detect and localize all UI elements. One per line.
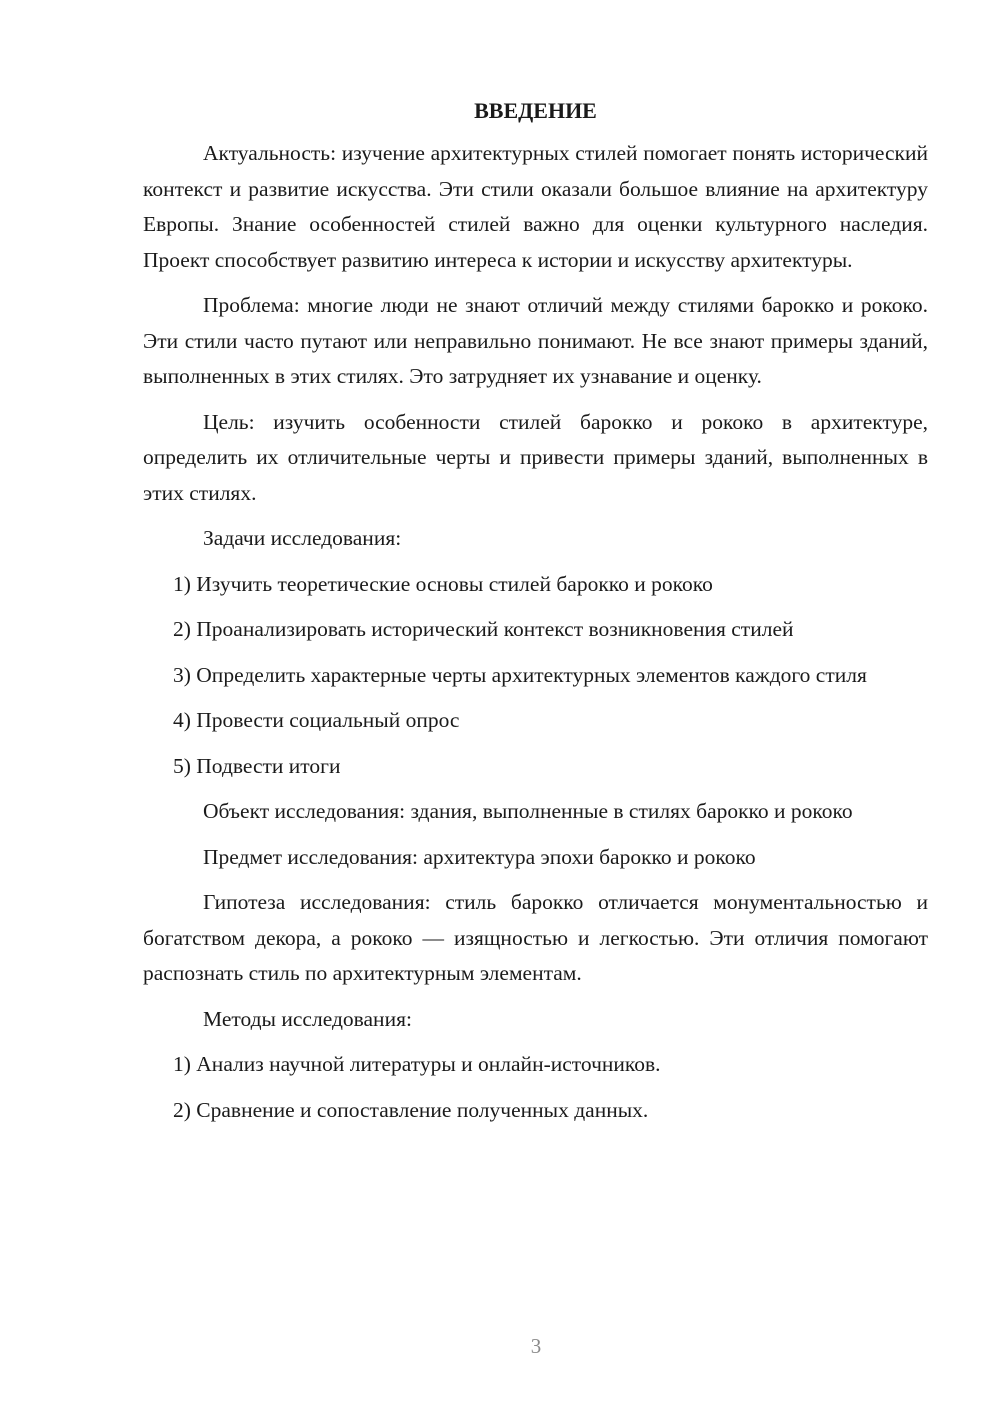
methods-title: Методы исследования:: [203, 1006, 412, 1031]
list-item: 1) Изучить теоретические основы стилей барокко и рококо: [173, 571, 713, 596]
section-heading: ВВЕДЕНИЕ: [474, 98, 597, 123]
subject-paragraph: Предмет исследования: архитектура эпохи барокко и рококо: [203, 844, 756, 869]
object-paragraph: Объект исследования: здания, выполненные в стилях барокко и рококо: [203, 799, 853, 823]
goal-paragraph: Цель: изучить особенности стилей барокко и рококо в архитектуре, определить их отличительные черты и привести примеры зданий, выполненных в этих стилях.: [143, 409, 928, 505]
tasks-title: Задачи исследования:: [203, 526, 402, 550]
list-item: 2) Сравнение и сопоставление полученных данных.: [173, 1097, 649, 1122]
methods-list: [143, 1047, 928, 1128]
tasks-list: [143, 567, 928, 785]
list-item: 5) Подвести итоги: [173, 753, 341, 778]
hypothesis-paragraph: Гипотеза исследования: стиль барокко отличается монументальностью и богатством декора, а рококо — изящностью и легкостью. Эти отличия помогают распознать стиль по архитектурным элементам.: [143, 890, 928, 985]
relevance-paragraph: Актуальность: изучение архитектурных стилей помогает понять исторический контекст и развитие искусства. Эти стили оказали большое влияние на архитектуру Европы. Знание особенностей стилей важно для оценки культурного наследия. Проект способствует развитию интереса к истории и искусству архитектуры.: [143, 141, 928, 272]
list-item: 4) Провести социальный опрос: [173, 708, 460, 732]
page-number: 3: [530, 1334, 542, 1358]
list-item: 2) Проанализировать исторический контекст возникновения стилей: [173, 617, 794, 641]
problem-paragraph: Проблема: многие люди не знают отличий между стилями барокко и рококо. Эти стили часто путают или неправильно понимают. Не все знают примеры зданий, выполненных в этих стилях. Это затрудняет их узнавание и оценку.: [143, 293, 928, 388]
document-page: [143, 96, 928, 1138]
list-item: 1) Анализ научной литературы и онлайн-источников.: [173, 1052, 661, 1076]
list-item: 3) Определить характерные черты архитектурных элементов каждого стиля: [173, 662, 867, 687]
